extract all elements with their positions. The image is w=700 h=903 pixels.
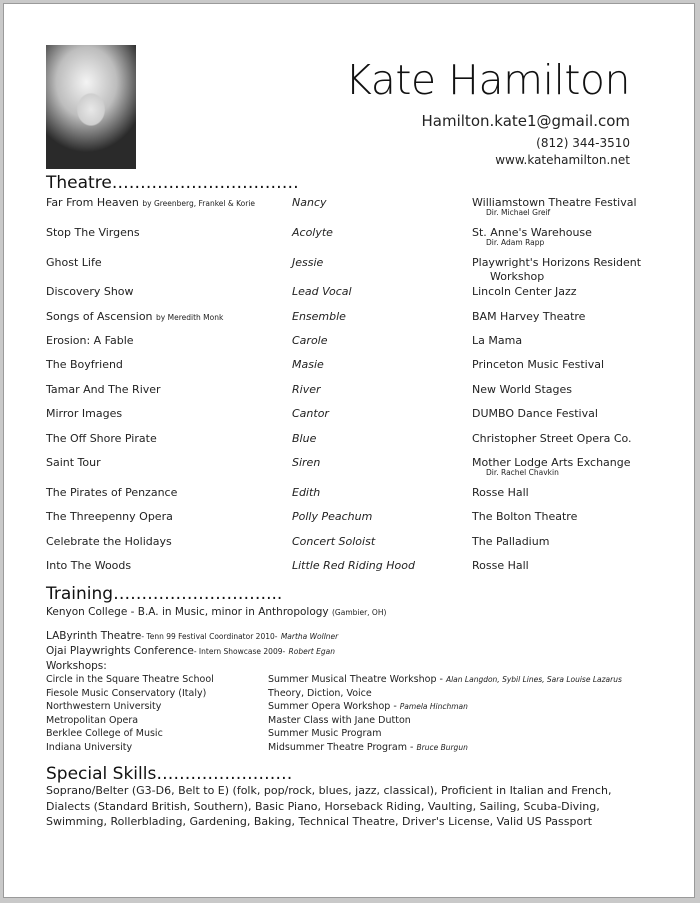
theatre-credit-row <box>46 256 666 283</box>
labyrinth-name: LAByrinth Theatre <box>46 630 142 642</box>
show-title <box>46 358 123 371</box>
theatre-credit-row <box>46 196 666 220</box>
degree-location: (Gambier, OH) <box>331 608 387 617</box>
show-name: Saint Tour <box>46 456 101 469</box>
venue-name: Christopher Street Opera Co. <box>472 432 632 445</box>
show-name: Songs of Ascension <box>46 310 153 323</box>
show-name: Tamar And The River <box>46 383 161 396</box>
degree-text: Kenyon College - B.A. in Music, minor in Anthropology <box>46 606 329 618</box>
show-title <box>46 407 122 420</box>
email-address: Hamilton.kate1@gmail.com <box>421 112 630 130</box>
workshop-school: Northwestern University <box>46 701 162 713</box>
workshop-program-name: Master Class with Jane Dutton <box>268 714 411 726</box>
role-name: Polly Peachum <box>292 510 373 523</box>
venue-name: Williamstown Theatre Festival <box>472 196 637 209</box>
role-name: Blue <box>292 432 317 445</box>
venue-name: St. Anne's Warehouse <box>472 226 592 239</box>
role-name: Lead Vocal <box>292 285 352 298</box>
resume-name: Kate Hamilton <box>345 56 630 104</box>
theatre-credit-row <box>46 486 666 510</box>
workshop-instructors: Alan Langdon, Sybil Lines, Sara Louise Lazarus <box>445 675 622 684</box>
show-name: Ghost Life <box>46 256 102 269</box>
workshop-school: Berklee College of Music <box>46 728 163 740</box>
show-name: Celebrate the Holidays <box>46 535 172 548</box>
role-name: Acolyte <box>292 226 333 239</box>
ojai-detail: - Intern Showcase 2009- <box>193 647 286 656</box>
labyrinth-person: Martha Wollner <box>280 632 339 641</box>
theatre-credit-row <box>46 383 666 407</box>
training-heading: Training………………………... <box>46 584 283 604</box>
degree-line <box>46 606 386 618</box>
workshop-program <box>268 674 622 685</box>
workshop-program-name: Summer Musical Theatre Workshop - <box>268 674 443 685</box>
venue-name: Playwright's Horizons Resident <box>472 256 642 269</box>
show-credit: by Meredith Monk <box>156 313 224 322</box>
show-name: The Threepenny Opera <box>46 510 173 523</box>
theatre-credit-row <box>46 358 666 382</box>
show-name: Into The Woods <box>46 559 132 572</box>
role-name: Edith <box>292 486 321 499</box>
theatre-credit-row <box>46 226 666 250</box>
workshop-instructors: Pamela Hinchman <box>399 702 468 712</box>
role-name: Nancy <box>292 196 327 209</box>
venue-name: Princeton Music Festival <box>472 358 605 371</box>
show-name: Far From Heaven <box>46 196 139 209</box>
venue-name: La Mama <box>472 334 523 347</box>
ojai-name: Ojai Playwrights Conference <box>46 645 194 657</box>
workshop-school: Fiesole Music Conservatory (Italy) <box>46 687 207 699</box>
show-title <box>46 226 140 239</box>
workshop-school: Indiana University <box>46 742 133 753</box>
venue-name: DUMBO Dance Festival <box>472 407 598 420</box>
role-name: Little Red Riding Hood <box>292 559 415 572</box>
workshops-label: Workshops: <box>46 660 107 672</box>
role-name: Jessie <box>292 256 324 269</box>
labyrinth-detail: - Tenn 99 Festival Coordinator 2010- <box>141 632 278 641</box>
theatre-credit-row <box>46 334 666 358</box>
skills-text: Soprano/Belter (G3-D6, Belt to E) (folk, pop/rock, blues, jazz, classical), Proficient in Italian and French, Dialects (Standard British, Southern), Basic Piano, Horseback Riding, Vaulting, Sailing, Scuba-Diving, Swimming, Rollerblading, Gardening, Baking, Technical Theatre, Driver's License, Valid US Passport <box>46 784 612 828</box>
resume-page <box>3 3 695 898</box>
theatre-credit-row <box>46 407 666 431</box>
labyrinth-line <box>46 630 338 642</box>
workshop-school: Circle in the Square Theatre School <box>46 674 214 685</box>
venue-name: The Palladium <box>472 535 550 548</box>
venue-name-continued: Workshop <box>490 270 545 283</box>
venue-name: Lincoln Center Jazz <box>472 285 577 298</box>
director-credit: Dir. Adam Rapp <box>486 238 545 247</box>
theatre-credit-row <box>46 310 666 334</box>
workshop-instructors: Bruce Burgun <box>416 743 468 752</box>
workshop-program-name: Midsummer Theatre Program - <box>268 742 414 753</box>
show-title <box>46 383 161 396</box>
show-title <box>46 432 157 445</box>
ojai-line <box>46 645 335 657</box>
director-credit: Dir. Rachel Chavkin <box>486 468 559 477</box>
show-title <box>46 285 134 298</box>
venue-name: Rosse Hall <box>472 486 529 499</box>
show-title <box>46 535 172 548</box>
venue-name: Mother Lodge Arts Exchange <box>472 456 631 469</box>
workshop-program <box>268 688 372 699</box>
workshop-program <box>268 715 411 726</box>
workshop-program-name: Summer Opera Workshop - <box>268 701 397 713</box>
show-title <box>46 256 102 269</box>
role-name: Ensemble <box>292 310 346 323</box>
ojai-person: Robert Egan <box>288 647 335 656</box>
theatre-credit-row <box>46 432 666 456</box>
role-name: Masie <box>292 358 324 371</box>
phone-number: (812) 344-3510 <box>536 136 630 150</box>
show-title <box>46 334 134 347</box>
venue-name: The Bolton Theatre <box>472 510 578 523</box>
theatre-credit-row <box>46 559 666 583</box>
website-address: www.katehamilton.net <box>495 153 630 167</box>
workshop-program-name: Summer Music Program <box>268 728 382 740</box>
show-title <box>46 559 131 572</box>
show-name: Erosion: A Fable <box>46 334 134 347</box>
show-title <box>46 310 223 323</box>
show-title <box>46 456 101 469</box>
director-credit: Dir. Michael Greif <box>486 208 551 217</box>
workshop-program <box>268 728 381 739</box>
workshop-program <box>268 742 468 753</box>
show-name: The Pirates of Penzance <box>46 486 178 499</box>
venue-name: New World Stages <box>472 383 573 396</box>
role-name: River <box>292 383 321 396</box>
show-name: Mirror Images <box>46 407 123 420</box>
role-name: Cantor <box>292 407 329 420</box>
role-name: Concert Soloist <box>292 535 376 548</box>
show-name: The Off Shore Pirate <box>46 432 157 445</box>
theatre-credit-row <box>46 456 666 480</box>
venue-name: BAM Harvey Theatre <box>472 310 586 323</box>
show-title <box>46 196 255 209</box>
show-name: The Boyfriend <box>46 358 123 371</box>
headshot-photo <box>46 45 136 169</box>
show-title <box>46 486 177 499</box>
theatre-heading: Theatre…………………………… <box>46 173 299 193</box>
show-name: Discovery Show <box>46 285 134 298</box>
show-credit: by Greenberg, Frankel & Korie <box>142 199 256 208</box>
workshop-program-name: Theory, Diction, Voice <box>268 687 372 699</box>
theatre-credit-row <box>46 510 666 534</box>
workshop-school: Metropolitan Opera <box>46 714 139 726</box>
show-title <box>46 510 173 523</box>
workshop-program <box>268 701 468 712</box>
role-name: Carole <box>292 334 328 347</box>
show-name: Stop The Virgens <box>46 226 140 239</box>
theatre-credit-row <box>46 535 666 559</box>
skills-heading: Special Skills…………………… <box>46 764 293 784</box>
venue-name: Rosse Hall <box>472 559 529 572</box>
role-name: Siren <box>292 456 321 469</box>
theatre-credit-row <box>46 285 666 309</box>
